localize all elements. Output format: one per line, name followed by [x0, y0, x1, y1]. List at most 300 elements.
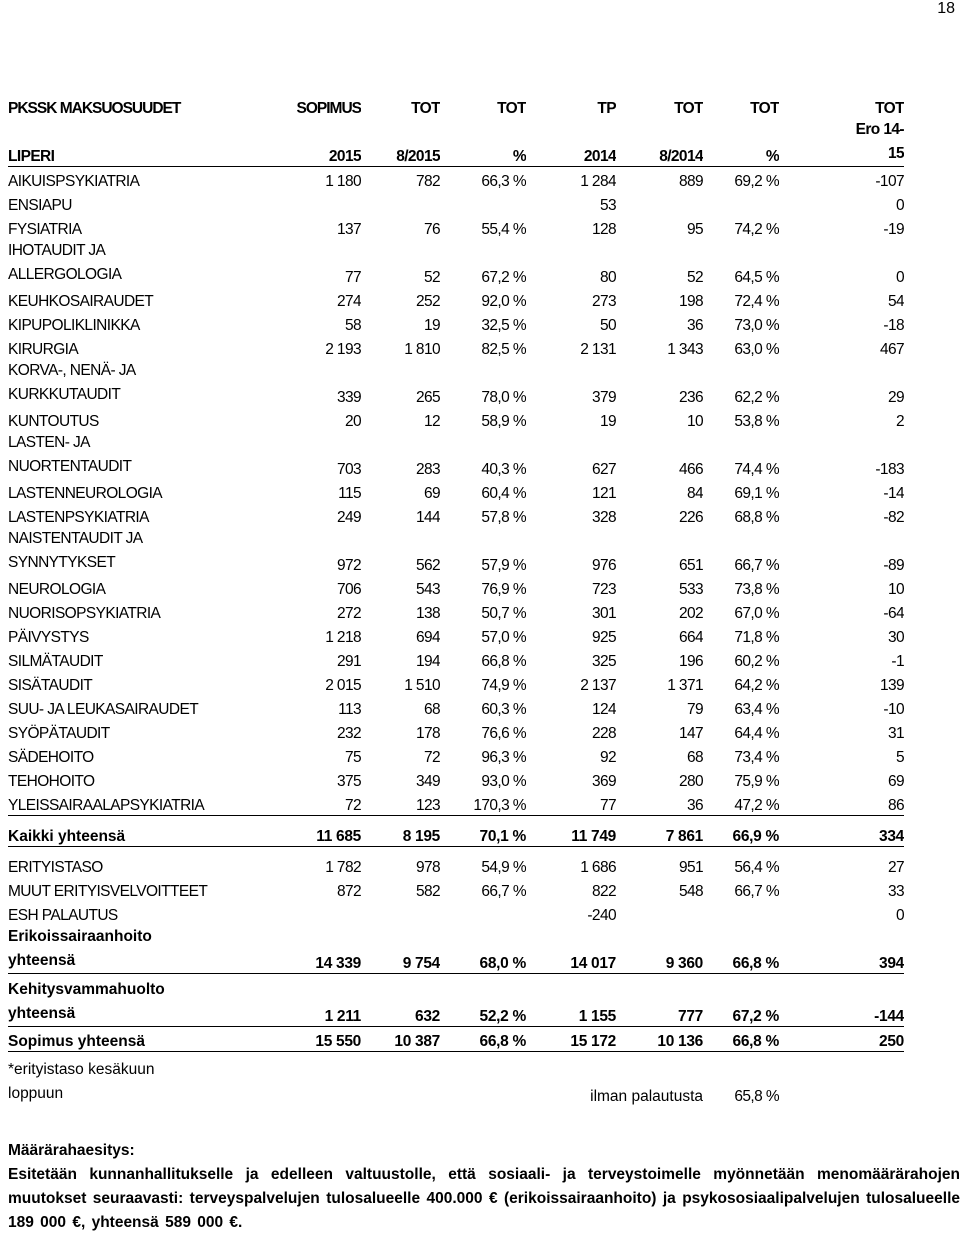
row-value: 57,0 % [481, 629, 526, 646]
table-row [8, 671, 904, 695]
row-value: 73,8 % [734, 581, 779, 598]
row-value: 78,0 % [481, 389, 526, 406]
row-value: 113 [338, 701, 361, 718]
row-value: 170,3 % [473, 797, 526, 814]
row-value: 69,2 % [734, 173, 779, 190]
row-value: 1 218 [325, 629, 361, 646]
kvh-total-value: 777 [616, 974, 703, 1027]
row-label: NUORISOPSYKIATRIA [8, 605, 161, 622]
row-value: 47,2 % [734, 797, 779, 814]
row-label: LASTENPSYKIATRIA [8, 509, 149, 526]
row-value: 582 [415, 883, 440, 900]
row-value: 64,5 % [734, 269, 779, 286]
row-value: 73,0 % [734, 317, 779, 334]
row-value [703, 191, 779, 215]
row-label: KORVA-, NENÄ- JA KURKKUTAUDIT [8, 362, 136, 403]
table-row [8, 647, 904, 671]
row-value: -10 [883, 701, 904, 718]
footnote-empty [779, 1052, 904, 1107]
header-cell: TOT [411, 100, 440, 117]
subheader-cell: % [703, 118, 779, 167]
row-value: 29 [887, 389, 904, 406]
row-value: 58,9 % [481, 413, 526, 430]
row-value: -107 [875, 173, 904, 190]
table-row [8, 335, 904, 359]
row-value: 20 [344, 413, 361, 430]
subheader-cell: % [440, 118, 526, 167]
row-value: 0 [895, 907, 904, 924]
table-row [8, 527, 904, 575]
row-value: 36 [686, 317, 703, 334]
row-label: SUU- JA LEUKASAIRAUDET [8, 701, 199, 718]
row-value: 62,2 % [734, 389, 779, 406]
row-value: 66,7 % [734, 883, 779, 900]
row-label: PÄIVYSTYS [8, 629, 89, 646]
row-value: 706 [336, 581, 361, 598]
row-value: 651 [678, 557, 703, 574]
row-value: 92 [599, 749, 616, 766]
contract-total-value: 15 550 [245, 1027, 361, 1052]
eh-total-value: 9 360 [616, 925, 703, 974]
table-row [8, 847, 904, 878]
row-value: 283 [415, 461, 440, 478]
proposal-text: Esitetään kunnanhallitukselle ja edelleen valtuustolle, että sosiaali- ja terveystoimelle myönnetään menomäärärahojen muutokset seuraavasti: terveyspalvelujen tulosalueelle 400.000 € (erikoissairaanhoito) ja psykososiaalipalvelujen tulosalueelle 189 000 €, yhteensä 589 000 €. [8, 1166, 960, 1231]
row-value: 1 180 [325, 173, 361, 190]
row-value: 57,9 % [481, 557, 526, 574]
row-value: 54,9 % [481, 859, 526, 876]
subheader-cell: 2015 [245, 118, 361, 167]
row-value: 77 [599, 797, 616, 814]
row-value: 723 [591, 581, 616, 598]
row-value [245, 901, 361, 925]
contract-total-row [8, 1027, 904, 1052]
kvh-total-value: 67,2 % [703, 974, 779, 1027]
contract-total-value: 66,8 % [440, 1027, 526, 1052]
row-value [616, 191, 703, 215]
row-value: 115 [338, 485, 361, 502]
row-value: 2 131 [580, 341, 616, 358]
row-value: 137 [336, 221, 361, 238]
row-value: 52 [423, 269, 440, 286]
row-value: 52 [686, 269, 703, 286]
row-value: 69,1 % [734, 485, 779, 502]
table-row [8, 215, 904, 239]
table-row [8, 479, 904, 503]
row-value: 369 [591, 773, 616, 790]
contract-total-value: 250 [779, 1027, 904, 1052]
total-value: 8 195 [361, 816, 440, 847]
proposal-heading: Määrärahaesitys: [8, 1142, 135, 1159]
row-value: 272 [336, 605, 361, 622]
row-label: KIPUPOLIKLINIKKA [8, 317, 140, 334]
page-number: 18 [937, 0, 955, 17]
contract-total-value: 10 387 [361, 1027, 440, 1052]
total-row [8, 816, 904, 847]
row-value: 80 [599, 269, 616, 286]
row-value: 27 [887, 859, 904, 876]
row-value: 76 [423, 221, 440, 238]
table-subheader-row [8, 118, 904, 167]
row-value: 95 [686, 221, 703, 238]
row-value: 232 [336, 725, 361, 742]
row-value [703, 901, 779, 925]
row-value: 925 [591, 629, 616, 646]
row-value: 33 [887, 883, 904, 900]
row-value: 30 [887, 629, 904, 646]
total-value: 7 861 [616, 816, 703, 847]
row-value: 328 [591, 509, 616, 526]
kvh-total-value: 52,2 % [440, 974, 526, 1027]
row-value: 69 [887, 773, 904, 790]
row-value: 76,6 % [481, 725, 526, 742]
row-value: 66,3 % [481, 173, 526, 190]
row-value: 226 [678, 509, 703, 526]
cost-share-table [8, 94, 904, 1106]
row-value: 67,2 % [481, 269, 526, 286]
row-value [616, 901, 703, 925]
row-value: 280 [678, 773, 703, 790]
contract-total-label: Sopimus yhteensä [8, 1027, 245, 1052]
row-value: 68 [423, 701, 440, 718]
row-value: 533 [678, 581, 703, 598]
row-value: 19 [599, 413, 616, 430]
row-value: 86 [887, 797, 904, 814]
row-label: LASTENNEUROLOGIA [8, 485, 163, 502]
eh-total-value: 66,8 % [703, 925, 779, 974]
table-row [8, 719, 904, 743]
eh-total-value: 9 754 [361, 925, 440, 974]
row-value: 64,2 % [734, 677, 779, 694]
row-label: ENSIAPU [8, 197, 72, 214]
row-label: ESH PALAUTUS [8, 907, 118, 924]
row-value: 121 [591, 485, 616, 502]
header-cell: TP [597, 100, 616, 117]
row-value: 339 [336, 389, 361, 406]
row-value: 252 [415, 293, 440, 310]
row-value: 198 [678, 293, 703, 310]
table-row [8, 239, 904, 287]
row-value: 202 [678, 605, 703, 622]
row-value: 31 [887, 725, 904, 742]
row-value: 76,9 % [481, 581, 526, 598]
footnote-empty [245, 1052, 361, 1107]
row-value: 972 [336, 557, 361, 574]
table-row [8, 359, 904, 407]
row-value: 274 [336, 293, 361, 310]
row-value: 1 284 [580, 173, 616, 190]
row-value: 82,5 % [481, 341, 526, 358]
row-value: 128 [591, 221, 616, 238]
table-row [8, 901, 904, 925]
row-value: 69 [423, 485, 440, 502]
kvh-total-value: 1 211 [245, 974, 361, 1027]
subheader-cell: 8/2015 [361, 118, 440, 167]
table-row [8, 191, 904, 215]
row-value: 139 [879, 677, 904, 694]
row-value: 77 [344, 269, 361, 286]
total-value: 11 685 [245, 816, 361, 847]
footnote-extra-label: ilman palautusta [590, 1088, 703, 1105]
row-value: 301 [591, 605, 616, 622]
total-value: 66,9 % [703, 816, 779, 847]
row-value: -240 [587, 907, 616, 924]
row-value: 84 [686, 485, 703, 502]
table-row [8, 695, 904, 719]
contract-total-value: 15 172 [526, 1027, 616, 1052]
table-row [8, 623, 904, 647]
row-value: 66,7 % [734, 557, 779, 574]
row-value: 10 [686, 413, 703, 430]
header-cell: TOT [497, 100, 526, 117]
row-value: 694 [415, 629, 440, 646]
eh-total [8, 925, 904, 974]
row-value: 36 [686, 797, 703, 814]
row-value: 889 [678, 173, 703, 190]
row-value: 40,3 % [481, 461, 526, 478]
row-value: 66,8 % [481, 653, 526, 670]
row-value: 782 [415, 173, 440, 190]
footnote-empty [361, 1052, 440, 1107]
row-value: 1 782 [325, 859, 361, 876]
header-cell: TOT [750, 100, 779, 117]
row-label: LASTEN- JA NUORTENTAUDIT [8, 434, 132, 475]
row-value: 67,0 % [734, 605, 779, 622]
eh-total-value: 68,0 % [440, 925, 526, 974]
row-label: FYSIATRIA [8, 221, 82, 238]
row-value: 0 [895, 197, 904, 214]
row-label: TEHOHOITO [8, 773, 95, 790]
row-value: 379 [591, 389, 616, 406]
appropriation-proposal [8, 1139, 960, 1235]
row-label: SYÖPÄTAUDIT [8, 725, 110, 742]
kvh-total [8, 974, 904, 1027]
row-value [361, 191, 440, 215]
row-value: 58 [344, 317, 361, 334]
row-value: 627 [591, 461, 616, 478]
subheader-cell: Ero 14-15 [779, 118, 904, 167]
row-value: 1 371 [667, 677, 703, 694]
row-value: 66,7 % [481, 883, 526, 900]
row-value: 72 [423, 749, 440, 766]
kvh-total-value: -144 [779, 974, 904, 1027]
row-value: 96,3 % [481, 749, 526, 766]
row-value: 57,8 % [481, 509, 526, 526]
row-label: ERITYISTASO [8, 859, 103, 876]
footnote-empty [440, 1052, 526, 1107]
row-value: 543 [415, 581, 440, 598]
row-value: 664 [678, 629, 703, 646]
row-value: 562 [415, 557, 440, 574]
row-value: 2 137 [580, 677, 616, 694]
row-label: MUUT ERITYISVELVOITTEET [8, 883, 208, 900]
row-value: -1 [891, 653, 904, 670]
row-value: 194 [415, 653, 440, 670]
row-value: 976 [591, 557, 616, 574]
footnote-row [8, 1052, 904, 1107]
row-value: 64,4 % [734, 725, 779, 742]
row-value: 375 [336, 773, 361, 790]
row-value: 124 [591, 701, 616, 718]
row-value [440, 191, 526, 215]
row-value: 273 [591, 293, 616, 310]
row-value: 147 [678, 725, 703, 742]
row-label: SÄDEHOITO [8, 749, 94, 766]
row-value: 1 343 [667, 341, 703, 358]
row-value: 60,2 % [734, 653, 779, 670]
row-value: 872 [336, 883, 361, 900]
table-row [8, 877, 904, 901]
row-value: 50,7 % [481, 605, 526, 622]
row-value: 1 686 [580, 859, 616, 876]
row-value: 2 015 [325, 677, 361, 694]
row-value: 53,8 % [734, 413, 779, 430]
row-value: 68,8 % [734, 509, 779, 526]
table-row [8, 311, 904, 335]
row-value: 53 [599, 197, 616, 214]
row-value: 703 [336, 461, 361, 478]
row-value: 951 [678, 859, 703, 876]
row-value: 55,4 % [481, 221, 526, 238]
kvh-total-label: Kehitysvammahuolto yhteensä [8, 974, 245, 1027]
row-value: 74,4 % [734, 461, 779, 478]
row-value: 196 [678, 653, 703, 670]
table-row [8, 767, 904, 791]
row-value: 1 510 [404, 677, 440, 694]
row-value: 2 193 [325, 341, 361, 358]
row-value: 79 [686, 701, 703, 718]
row-label: NEUROLOGIA [8, 581, 106, 598]
row-value: 73,4 % [734, 749, 779, 766]
row-value [361, 901, 440, 925]
row-value: 0 [895, 269, 904, 286]
row-value: 265 [415, 389, 440, 406]
row-value: 178 [415, 725, 440, 742]
row-label: YLEISSAIRAALAPSYKIATRIA [8, 797, 205, 814]
row-value: 467 [879, 341, 904, 358]
total-value: 11 749 [526, 816, 616, 847]
header-cell: TOT [674, 100, 703, 117]
total-value: 70,1 % [440, 816, 526, 847]
row-label: NAISTENTAUDIT JA SYNNYTYKSET [8, 530, 143, 571]
row-label: KIRURGIA [8, 341, 79, 358]
total-value: 334 [779, 816, 904, 847]
eh-total-label: Erikoissairaanhoito yhteensä [8, 925, 245, 974]
row-value: 249 [336, 509, 361, 526]
row-value: 68 [686, 749, 703, 766]
row-value: -89 [883, 557, 904, 574]
table-row [8, 599, 904, 623]
row-value: 236 [678, 389, 703, 406]
row-value [440, 901, 526, 925]
eh-total-value: 14 339 [245, 925, 361, 974]
table-row [8, 167, 904, 192]
row-value: 19 [423, 317, 440, 334]
row-value: 74,2 % [734, 221, 779, 238]
table-row [8, 503, 904, 527]
header-cell: TOT [875, 100, 904, 117]
row-value: -19 [883, 221, 904, 238]
subheader-cell: LIPERI [8, 118, 245, 167]
table-header-row [8, 94, 904, 118]
row-value: -64 [883, 605, 904, 622]
eh-total-value: 394 [779, 925, 904, 974]
row-value: 92,0 % [481, 293, 526, 310]
row-value: 63,0 % [734, 341, 779, 358]
row-value: -183 [875, 461, 904, 478]
row-value: 72 [344, 797, 361, 814]
row-label: IHOTAUDIT JA ALLERGOLOGIA [8, 242, 122, 283]
footnote-extra-value: 65,8 % [734, 1088, 779, 1105]
row-value [245, 191, 361, 215]
row-value: 228 [591, 725, 616, 742]
row-label: KEUHKOSAIRAUDET [8, 293, 154, 310]
row-value: 291 [336, 653, 361, 670]
contract-total-value: 10 136 [616, 1027, 703, 1052]
row-label: SILMÄTAUDIT [8, 653, 103, 670]
row-value: 63,4 % [734, 701, 779, 718]
row-value: 32,5 % [481, 317, 526, 334]
row-value: 822 [591, 883, 616, 900]
row-value: 5 [895, 749, 904, 766]
row-value: 349 [415, 773, 440, 790]
row-label: AIKUISPSYKIATRIA [8, 173, 140, 190]
eh-total-value: 14 017 [526, 925, 616, 974]
row-value: 138 [415, 605, 440, 622]
kvh-total-value: 1 155 [526, 974, 616, 1027]
row-value: 548 [678, 883, 703, 900]
row-label: SISÄTAUDIT [8, 677, 93, 694]
row-value: 56,4 % [734, 859, 779, 876]
subheader-cell: 2014 [526, 118, 616, 167]
row-label: KUNTOUTUS [8, 413, 99, 430]
table-row [8, 575, 904, 599]
kvh-total-value: 632 [361, 974, 440, 1027]
row-value: 75 [344, 749, 361, 766]
row-value: 75,9 % [734, 773, 779, 790]
row-value: 12 [423, 413, 440, 430]
row-value: 1 810 [404, 341, 440, 358]
row-value: 978 [415, 859, 440, 876]
row-value: 60,4 % [481, 485, 526, 502]
row-value: 50 [599, 317, 616, 334]
table-row [8, 407, 904, 431]
row-value: 2 [895, 413, 904, 430]
subheader-cell: 8/2014 [616, 118, 703, 167]
contract-total-value: 66,8 % [703, 1027, 779, 1052]
table-row [8, 743, 904, 767]
table-row [8, 791, 904, 816]
header-cell: PKSSK MAKSUOSUUDET [8, 100, 181, 117]
footnote-label: *erityistaso kesäkuun loppuun [8, 1061, 155, 1102]
row-value: -18 [883, 317, 904, 334]
header-cell: SOPIMUS [296, 100, 361, 117]
row-value: 93,0 % [481, 773, 526, 790]
row-value: 71,8 % [734, 629, 779, 646]
row-value: 60,3 % [481, 701, 526, 718]
table-row [8, 287, 904, 311]
row-value: 74,9 % [481, 677, 526, 694]
table-row [8, 431, 904, 479]
row-value: 325 [591, 653, 616, 670]
row-value: 123 [415, 797, 440, 814]
row-value: 466 [678, 461, 703, 478]
row-value: 72,4 % [734, 293, 779, 310]
row-value: -82 [883, 509, 904, 526]
row-value: 144 [415, 509, 440, 526]
total-label: Kaikki yhteensä [8, 816, 245, 847]
row-value: 10 [887, 581, 904, 598]
row-value: -14 [883, 485, 904, 502]
